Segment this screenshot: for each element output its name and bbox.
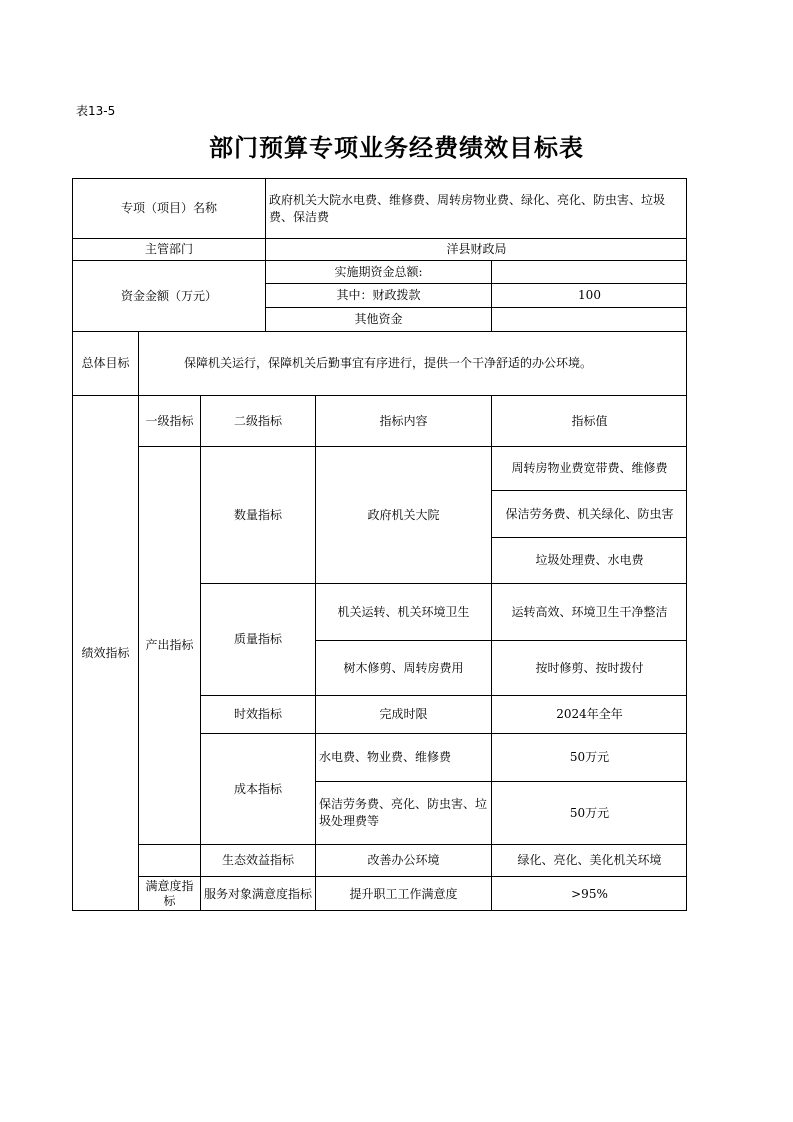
time-content: 完成时限 bbox=[316, 696, 492, 734]
other-funds-label: 其他资金 bbox=[266, 308, 492, 332]
time-value: 2024年全年 bbox=[492, 696, 687, 734]
quality-value: 运转高效、环境卫生干净整洁 bbox=[492, 584, 687, 641]
satisfaction-content: 提升职工工作满意度 bbox=[316, 877, 492, 911]
performance-target-table bbox=[72, 178, 687, 911]
quantity-indicator-label: 数量指标 bbox=[201, 447, 316, 584]
quantity-value: 周转房物业费宽带费、维修费 bbox=[492, 447, 687, 491]
cost-content: 水电费、物业费、维修费 bbox=[316, 734, 492, 782]
quality-content: 机关运转、机关环境卫生 bbox=[316, 584, 492, 641]
quantity-content: 政府机关大院 bbox=[316, 447, 492, 584]
quantity-value: 保洁劳务费、机关绿化、防虫害 bbox=[492, 491, 687, 538]
project-name-value: 政府机关大院水电费、维修费、周转房物业费、绿化、亮化、防虫害、垃圾费、保洁费 bbox=[266, 179, 687, 239]
overall-goal-text: 保障机关运行，保障机关后勤事宜有序进行，提供一个干净舒适的办公环境。 bbox=[139, 332, 687, 396]
fiscal-funds-value: 100 bbox=[492, 284, 687, 308]
cost-value: 50万元 bbox=[492, 782, 687, 845]
other-funds-value bbox=[492, 308, 687, 332]
dept-label: 主管部门 bbox=[73, 239, 266, 261]
satisfaction-value: >95% bbox=[571, 886, 608, 901]
quantity-value: 垃圾处理费、水电费 bbox=[492, 538, 687, 584]
eco-indicator-label: 生态效益指标 bbox=[201, 845, 316, 877]
total-funds-value bbox=[492, 261, 687, 284]
header-level2: 二级指标 bbox=[201, 396, 316, 447]
satisfaction-indicator-label: 满意度指标 bbox=[139, 877, 201, 911]
quality-content: 树木修剪、周转房费用 bbox=[316, 641, 492, 696]
page-title: 部门预算专项业务经费绩效目标表 bbox=[209, 133, 584, 162]
cost-value: 50万元 bbox=[492, 734, 687, 782]
total-funds-label: 实施期资金总额: bbox=[266, 261, 492, 284]
table-number: 表13-5 bbox=[76, 104, 116, 118]
header-content: 指标内容 bbox=[316, 396, 492, 447]
eco-content: 改善办公环境 bbox=[316, 845, 492, 877]
service-satisfaction-label: 服务对象满意度指标 bbox=[201, 877, 316, 911]
fiscal-funds-label: 其中：财政拨款 bbox=[266, 284, 492, 308]
quality-value: 按时修剪、按时拨付 bbox=[492, 641, 687, 696]
funds-label: 资金金额（万元） bbox=[73, 261, 266, 332]
cost-indicator-label: 成本指标 bbox=[201, 734, 316, 845]
indicators-label: 绩效指标 bbox=[73, 396, 139, 911]
effect-indicator-blank bbox=[139, 845, 201, 877]
overall-goal-label: 总体目标 bbox=[73, 332, 139, 396]
time-indicator-label: 时效指标 bbox=[201, 696, 316, 734]
project-name-label: 专项（项目）名称 bbox=[73, 179, 266, 239]
header-value: 指标值 bbox=[492, 396, 687, 447]
dept-value: 洋县财政局 bbox=[266, 239, 687, 261]
eco-value: 绿化、亮化、美化机关环境 bbox=[492, 845, 687, 877]
header-level1: 一级指标 bbox=[139, 396, 201, 447]
output-indicator-label: 产出指标 bbox=[139, 447, 201, 845]
cost-content: 保洁劳务费、亮化、防虫害、垃圾处理费等 bbox=[316, 782, 492, 845]
quality-indicator-label: 质量指标 bbox=[201, 584, 316, 696]
